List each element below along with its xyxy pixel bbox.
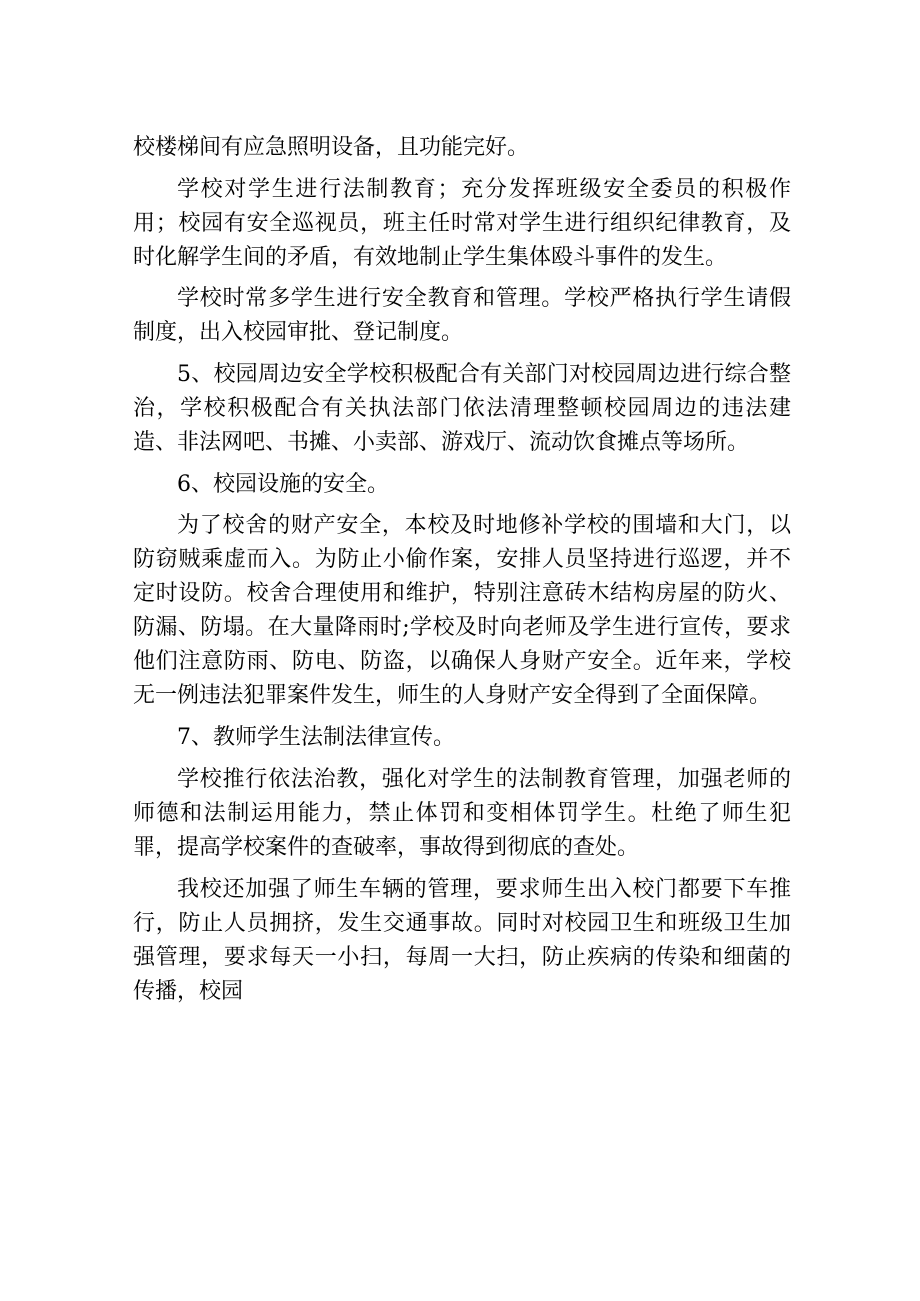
paragraph-rule-by-law: 学校推行依法治教，强化对学生的法制教育管理，加强老师的师德和法制运用能力，禁止体罚和变相体罚学生。杜绝了师生犯罪，提高学校案件的查破率，事故得到彻底的查处。 (133, 766, 791, 860)
heading-legal-publicity: 7、教师学生法制法律宣传。 (177, 725, 455, 751)
paragraph-property-safety: 为了校舍的财产安全，本校及时地修补学校的围墙和大门，以防窃贼乘虚而入。为防止小偷作案，安排人员坚持进行巡逻，并不定时设防。校舍合理使用和维护，特别注意砖木结构房屋的防火、防漏、防塌。在大量降雨时;学校及时向老师及学生进行宣传，要求他们注意防雨、防电、防盗，以确保人身财产安全。近年来，学校无一例违法犯罪案件发生，师生的人身财产安全得到了全面保障。 (133, 513, 791, 709)
paragraph-legal-education: 学校对学生进行法制教育；充分发挥班级安全委员的积极作用；校园有安全巡视员，班主任时常对学生进行组织纪律教育，及时化解学生间的矛盾，有效地制止学生集体殴斗事件的发生。 (133, 176, 791, 270)
document-body (133, 131, 791, 1016)
paragraph-vehicle-hygiene: 我校还加强了师生车辆的管理，要求师生出入校门都要下车推行，防止人员拥挤，发生交通事故。同时对校园卫生和班级卫生加强管理，要求每天一小扫，每周一大扫，防止疾病的传染和细菌的传播，校园 (133, 876, 791, 1004)
heading-facility-safety: 6、校园设施的安全。 (177, 471, 389, 497)
paragraph-continuation: 校楼梯间有应急照明设备，且功能完好。 (133, 135, 530, 160)
paragraph-campus-surroundings: 5、校园周边安全学校积极配合有关部门对校园周边进行综合整治，学校积极配合有关执法部门依法清理整顿校园周边的违法建造、非法网吧、书摊、小卖部、游戏厅、流动饮食摊点等场所。 (133, 362, 791, 456)
paragraph-safety-management: 学校时常多学生进行安全教育和管理。学校严格执行学生请假制度，出入校园审批、登记制度。 (133, 286, 791, 346)
